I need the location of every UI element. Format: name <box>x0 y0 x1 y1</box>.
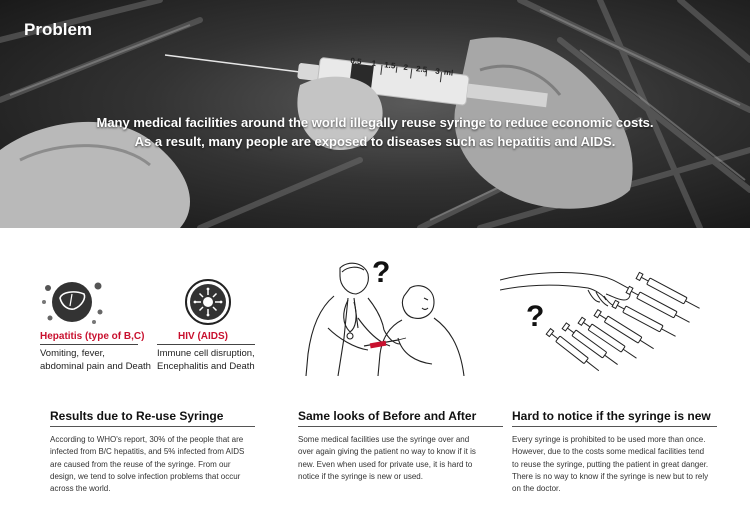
section-body-hard-to-notice: Every syringe is prohibited to be used more than once. However, due to the costs some medical facilities tend to reuse the syringe, putting the patient in great danger. There is no way to know if the syringe is new but to rely on the doctor. <box>512 435 709 494</box>
hepatitis-icon-block <box>40 276 104 328</box>
hero-statement-line: Many medical facilities around the world illegally reuse syringe to reduce economic costs. <box>96 115 654 130</box>
syringe-mark: ml <box>443 67 454 78</box>
divider <box>40 344 138 345</box>
hero-statement-line: As a result, many people are exposed to diseases such as hepatitis and AIDS. <box>134 134 616 149</box>
section-body-reuse-results: According to WHO's report, 30% of the people that are infected from B/C hepatitis, and 5% infected from AIDS are caused from the reuse of the syringe. From our design, we tend to solve infection problems that occur across the world. <box>50 435 245 494</box>
syringe-mark: 1 <box>371 58 377 69</box>
page-title: Problem <box>24 20 93 39</box>
section-title-reuse-results: Results due to Re-use Syringe <box>50 409 224 423</box>
symptom-line: Immune cell disruption, <box>157 348 255 359</box>
divider <box>512 426 717 427</box>
virus-icon <box>182 276 234 328</box>
liver-icon <box>40 276 104 328</box>
hero-statement <box>0 113 750 151</box>
syringe-mark: 2 <box>402 62 409 73</box>
hiv-symptoms <box>157 348 255 373</box>
section-title-same-looks: Same looks of Before and After <box>298 409 477 423</box>
syringe-mark: 0.5 <box>349 56 363 67</box>
symptom-line: Vomiting, fever, <box>40 348 105 359</box>
divider <box>157 344 255 345</box>
hepatitis-title: Hepatitis (type of B,C) <box>40 331 145 342</box>
divider <box>298 426 503 427</box>
question-mark-icon: ? <box>526 300 545 333</box>
hiv-title: HIV (AIDS) <box>178 331 228 342</box>
syringe-mark: 2.5 <box>415 64 428 75</box>
syringe-mark: 1.5 <box>383 60 396 71</box>
divider <box>50 426 255 427</box>
syringe-mark: 3 <box>434 66 441 77</box>
hiv-icon-block <box>182 276 234 328</box>
hero-banner <box>0 0 750 228</box>
symptom-line: Encephalitis and Death <box>157 360 255 372</box>
section-body-same-looks: Some medical facilities use the syringe over and over again giving the patient no way to know if it is new. Even when used for private use, it is hard to notice if the syringe is new or used. <box>298 435 476 481</box>
hepatitis-symptoms <box>40 348 151 373</box>
section-title-hard-to-notice: Hard to notice if the syringe is new <box>512 409 711 423</box>
question-mark-icon: ? <box>372 256 391 289</box>
symptom-line: abdominal pain and Death <box>40 360 151 372</box>
